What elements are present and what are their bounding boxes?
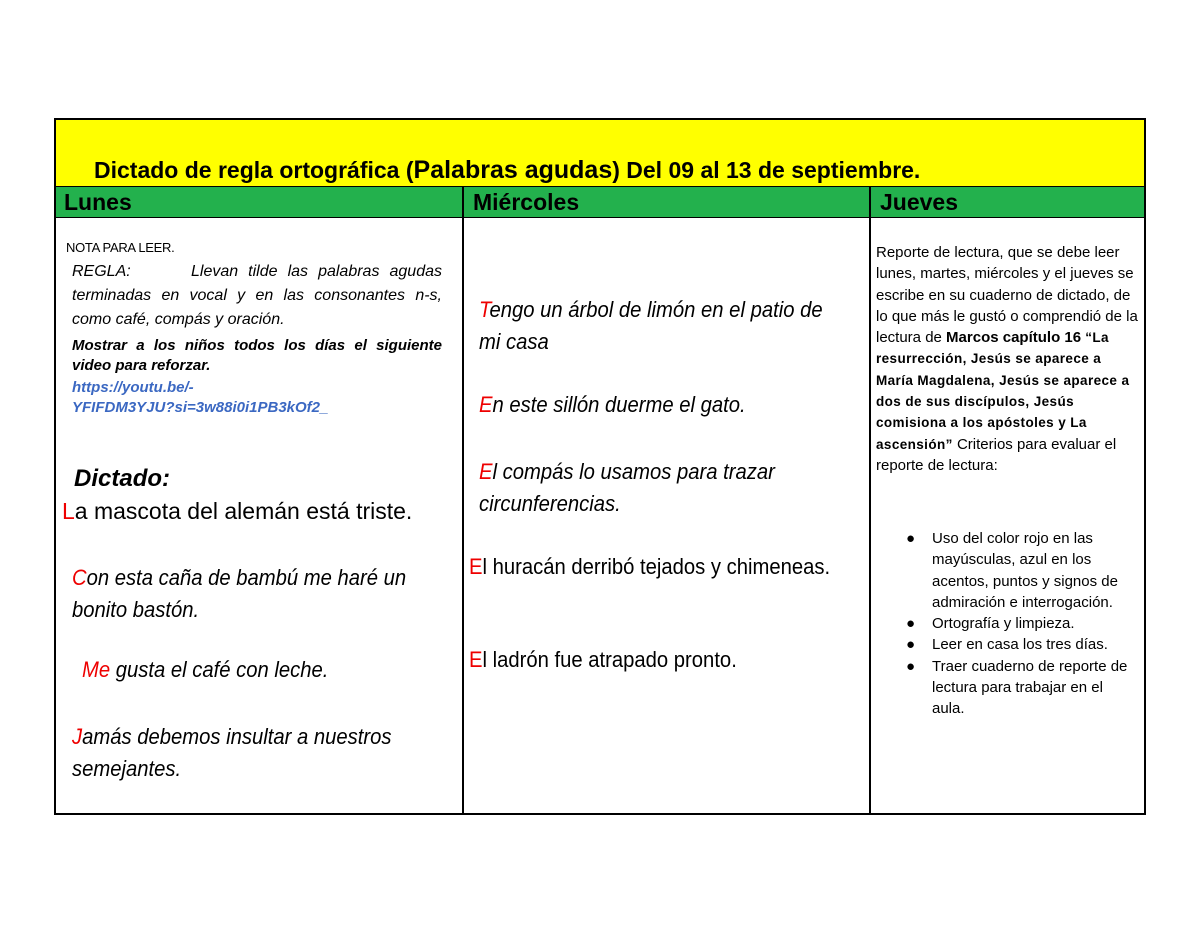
criteria-text: Traer cuaderno de reporte de lectura para trabajar en el aula. bbox=[932, 657, 1128, 718]
list-item bbox=[876, 656, 1138, 720]
sentence-rest: engo un árbol de limón en el patio de mi casa bbox=[479, 297, 823, 354]
bullet-dot-icon: ● bbox=[906, 636, 916, 654]
miercoles-sentence-1 bbox=[479, 294, 847, 358]
sentence-initial: Me bbox=[82, 657, 111, 682]
sentence-rest: gusta el café con leche. bbox=[110, 657, 329, 682]
regla-body: Llevan tilde las palabras agudas terminadas en vocal y en las consonantes n-s, como café, compás y oración. bbox=[72, 263, 442, 328]
report-book: Marcos capítulo 16 bbox=[946, 329, 1082, 347]
miercoles-sentence-3 bbox=[479, 456, 856, 520]
list-item bbox=[876, 528, 1138, 613]
video-link-line2[interactable]: YFIFDM3YJU?si=3w88i0i1PB3kOf2_ bbox=[72, 399, 329, 416]
regla-label: REGLA: bbox=[72, 263, 131, 280]
title-prefix: Dictado de regla ortográfica ( bbox=[94, 157, 414, 183]
title-suffix: ) Del 09 al 13 de septiembre. bbox=[612, 157, 921, 183]
report-intro: Reporte de lectura, que se debe leer lunes, martes, miércoles y el jueves se escribe en su cuaderno de dictado, de lo que más le gustó o comprendió de la lectura de bbox=[876, 244, 1138, 347]
sentence-rest: amás debemos insultar a nuestros semejantes. bbox=[72, 724, 392, 781]
dictation-table bbox=[54, 118, 1146, 815]
sentence-initial: E bbox=[469, 647, 483, 672]
jueves-cell bbox=[870, 218, 1144, 813]
nota-label: NOTA PARA LEER. bbox=[66, 240, 175, 255]
lunes-sentence-1 bbox=[62, 498, 412, 525]
header-miercoles: Miércoles bbox=[473, 189, 580, 215]
sentence-rest: l huracán derribó tejados y chimeneas. bbox=[482, 554, 831, 579]
miercoles-sentence-4 bbox=[469, 551, 837, 583]
header-row bbox=[56, 187, 1144, 218]
criteria-text: Uso del color rojo en las mayúsculas, azul en los acentos, puntos y signos de admiración e interrogación. bbox=[932, 530, 1118, 611]
sentence-initial: E bbox=[479, 459, 493, 484]
lunes-sentence-2 bbox=[72, 562, 412, 626]
criteria-text: Leer en casa los tres días. bbox=[932, 636, 1108, 654]
mostrar-note: Mostrar a los niños todos los días el siguiente video para reforzar. bbox=[72, 337, 442, 374]
miercoles-cell bbox=[463, 218, 869, 813]
sentence-initial: E bbox=[469, 554, 483, 579]
sentence-initial: J bbox=[72, 724, 83, 749]
sentence-rest: n este sillón duerme el gato. bbox=[492, 392, 746, 417]
sentence-rest: l ladrón fue atrapado pronto. bbox=[482, 647, 737, 672]
header-jueves: Jueves bbox=[880, 189, 959, 215]
regla-text bbox=[72, 260, 442, 332]
criteria-heading: Criterios para evaluar el reporte de lectura: bbox=[876, 435, 1117, 474]
criteria-text: Ortografía y limpieza. bbox=[932, 615, 1075, 633]
lunes-cell bbox=[56, 218, 462, 813]
lunes-sentence-3 bbox=[82, 657, 328, 683]
sentence-rest: a mascota del alemán está triste. bbox=[74, 498, 413, 524]
report-topics: “La resurrección, Jesús se aparece a María Magdalena, Jesús se aparece a dos de sus discípulos, Jesús comisiona a los apóstoles y La ascensión” bbox=[876, 330, 1130, 452]
sentence-initial: E bbox=[479, 392, 493, 417]
sentence-initial: C bbox=[72, 565, 87, 590]
header-lunes: Lunes bbox=[64, 189, 132, 215]
list-item bbox=[876, 634, 1138, 655]
title-row bbox=[56, 120, 1144, 187]
sentence-rest: l compás lo usamos para trazar circunferencias. bbox=[479, 459, 775, 516]
video-link[interactable] bbox=[72, 378, 442, 418]
bullet-dot-icon: ● bbox=[906, 657, 916, 675]
criteria-list bbox=[876, 528, 1138, 720]
sentence-initial: T bbox=[479, 297, 490, 322]
video-link-line1[interactable]: https://youtu.be/- bbox=[72, 379, 194, 396]
dictado-heading: Dictado: bbox=[74, 465, 170, 492]
miercoles-sentence-2 bbox=[479, 392, 847, 418]
lunes-sentence-4 bbox=[72, 721, 440, 785]
bullet-dot-icon: ● bbox=[906, 530, 916, 547]
bullet-dot-icon: ● bbox=[906, 615, 916, 633]
title-highlight: Palabras agudas bbox=[413, 156, 613, 184]
sentence-rest: on esta caña de bambú me haré un bonito bastón. bbox=[72, 565, 407, 622]
list-item bbox=[876, 613, 1138, 634]
page-title bbox=[94, 156, 920, 185]
miercoles-sentence-5 bbox=[469, 647, 737, 673]
sentence-initial: L bbox=[62, 498, 75, 524]
jueves-report-text bbox=[876, 242, 1138, 476]
